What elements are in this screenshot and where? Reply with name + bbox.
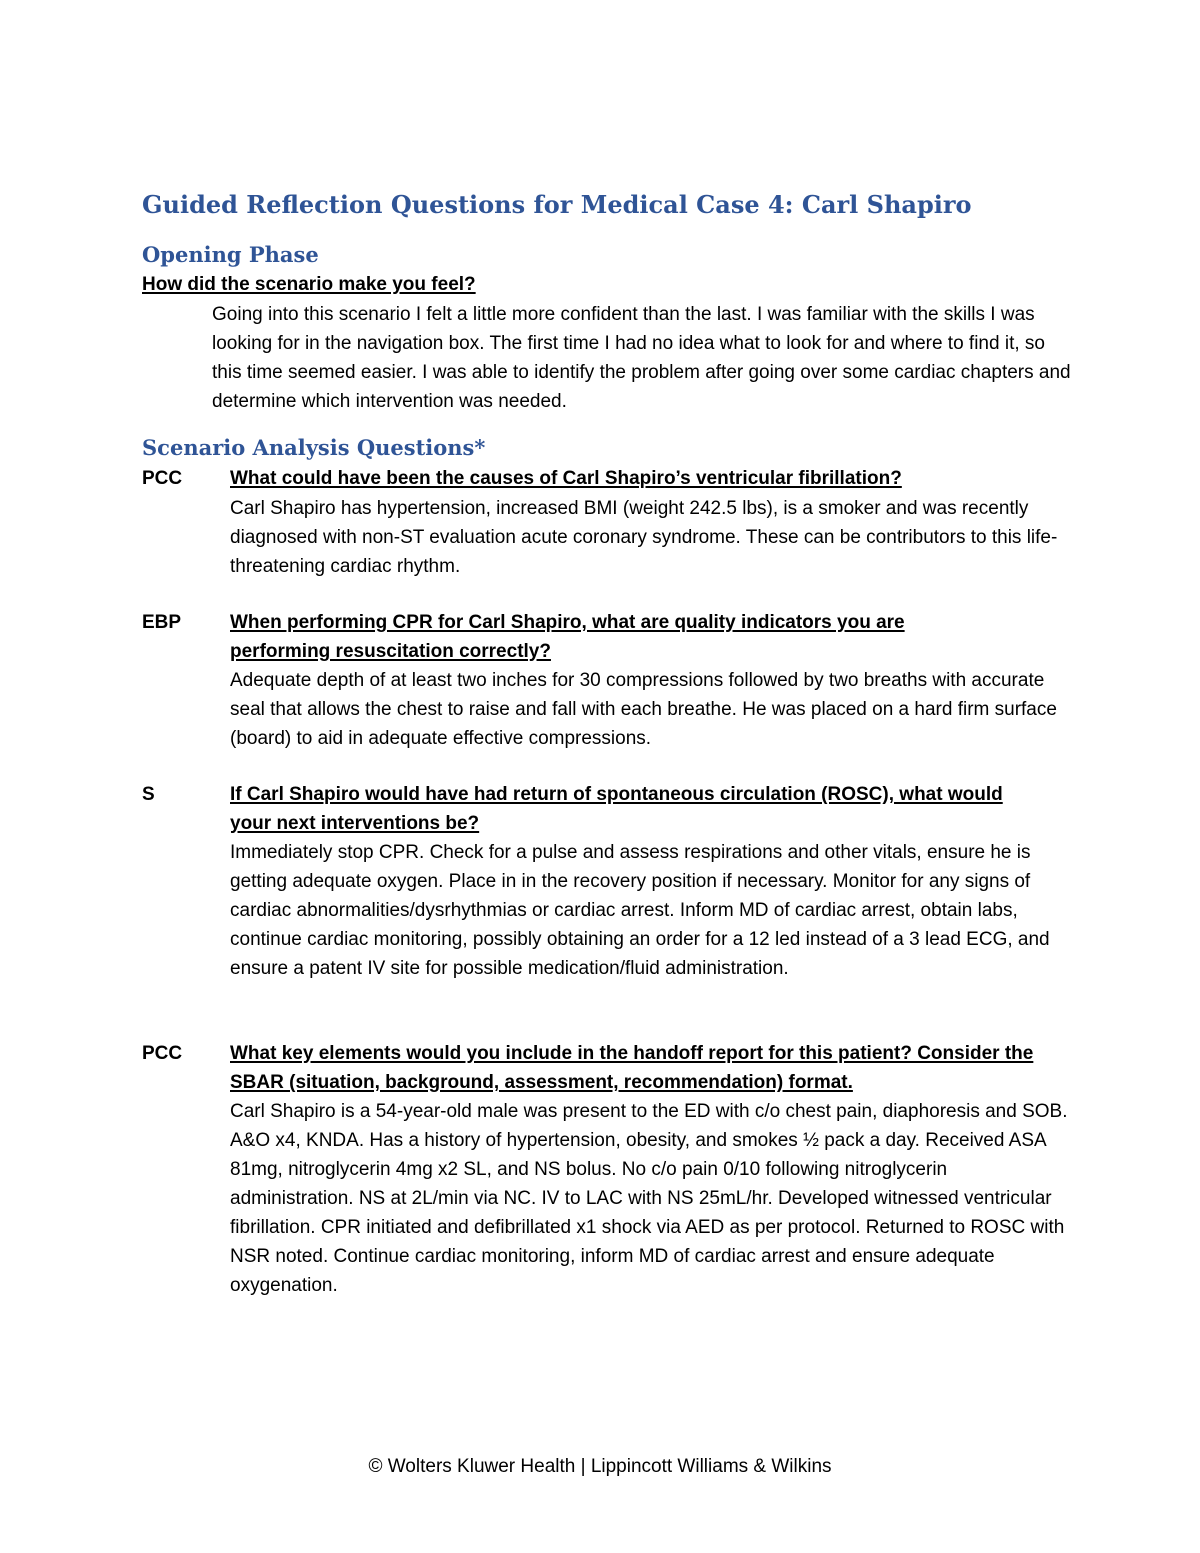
question-text: What key elements would you include in the handoff report for this patient? Consider the SBAR (situation, background, assessment, recommendation) format. (230, 1043, 1034, 1093)
copyright-footer: © Wolters Kluwer Health | Lippincott Williams & Wilkins (368, 1456, 832, 1477)
question-text: If Carl Shapiro would have had return of spontaneous circulation (ROSC), what would your next interventions be? (230, 784, 1003, 834)
question-text: What could have been the causes of Carl Shapiro’s ventricular fibrillation? (230, 468, 902, 489)
opening-phase-heading: Opening Phase (142, 242, 319, 267)
opening-answer: Going into this scenario I felt a little more confident than the last. I was familiar with the skills I was looking for in the navigation box. The first time I had no idea what to look for and where to find it, so this time seemed easier. I was able to identify the problem after going over some cardiac chapters and determine which intervention was needed. (212, 304, 1071, 412)
question-category-tag: PCC (142, 468, 183, 489)
question-category-tag: S (142, 784, 155, 805)
answer-text: Carl Shapiro is a 54-year-old male was present to the ED with c/o chest pain, diaphoresis and SOB. A&O x4, KNDA. Has a history of hypertension, obesity, and smokes ½ pack a day. Received ASA 81mg, nitroglycerin 4mg x2 SL, and NS bolus. No c/o pain 0/10 following nitroglycerin administration. NS at 2L/min via NC. IV to LAC with NS 25mL/hr. Developed witnessed ventricular fibrillation. CPR initiated and defibrillated x1 shock via AED as per protocol. Returned to ROSC with NSR noted. Continue cardiac monitoring, inform MD of cardiac arrest and ensure adequate oxygenation. (230, 1101, 1068, 1296)
page-title: Guided Reflection Questions for Medical Case 4: Carl Shapiro (142, 190, 972, 219)
scenario-analysis-heading: Scenario Analysis Questions* (142, 435, 486, 460)
question-text: When performing CPR for Carl Shapiro, what are quality indicators you are performing resuscitation correctly? (230, 612, 905, 662)
answer-text: Immediately stop CPR. Check for a pulse and assess respirations and other vitals, ensure he is getting adequate oxygen. Place in in the recovery position if necessary. Monitor for any signs of cardiac abnormalities/dysrhythmias or cardiac arrest. Inform MD of cardiac arrest, obtain labs, continue cardiac monitoring, possibly obtaining an order for a 12 led instead of a 3 lead ECG, and ensure a patent IV site for possible medication/fluid administration. (230, 842, 1050, 979)
question-category-tag: PCC (142, 1043, 183, 1064)
opening-question: How did the scenario make you feel? (142, 274, 476, 295)
answer-text: Carl Shapiro has hypertension, increased BMI (weight 242.5 lbs), is a smoker and was recently diagnosed with non-ST evaluation acute coronary syndrome. These can be contributors to this life-threatening cardiac rhythm. (230, 498, 1058, 577)
answer-text: Adequate depth of at least two inches for 30 compressions followed by two breaths with accurate seal that allows the chest to raise and fall with each breathe. He was placed on a hard firm surface (board) to aid in adequate effective compressions. (230, 670, 1057, 749)
question-category-tag: EBP (142, 612, 182, 633)
